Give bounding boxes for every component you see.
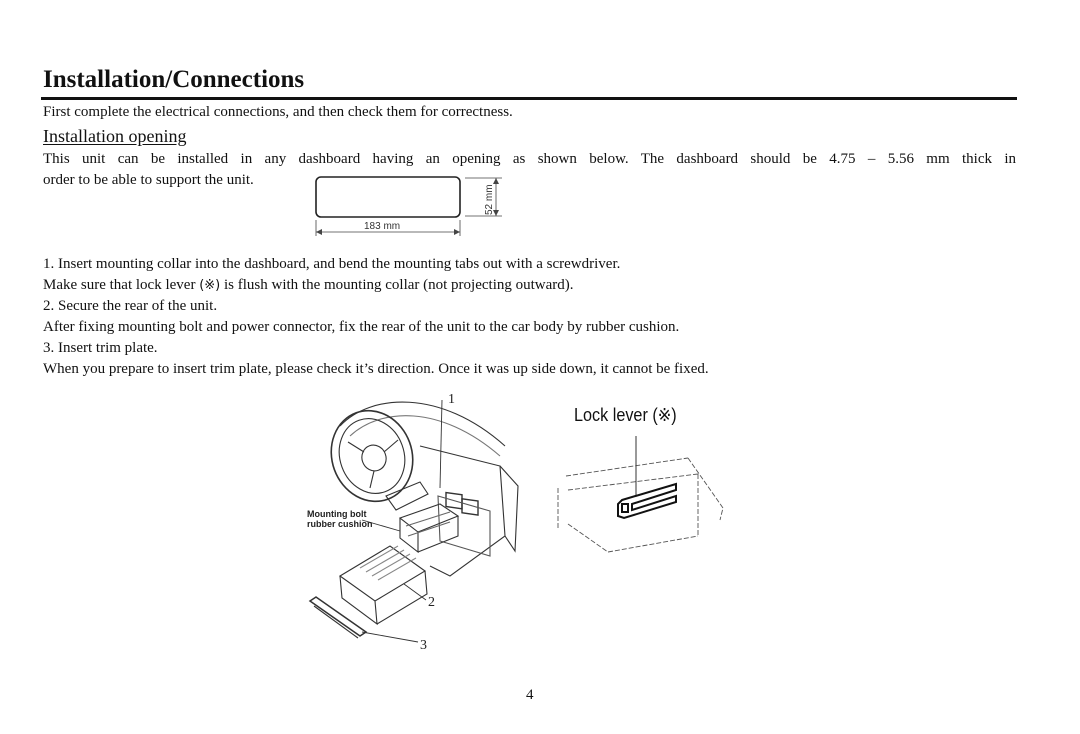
label-rubber-cushion: rubber cushion xyxy=(307,519,373,529)
callout-3: 3 xyxy=(420,638,427,653)
lock-lever-illustration xyxy=(548,428,728,568)
title-rule xyxy=(41,97,1017,100)
page-title: Installation/Connections xyxy=(43,66,305,93)
callout-1: 1 xyxy=(448,392,455,407)
intro-text: First complete the electrical connections, and then check them for correctness. xyxy=(43,104,513,120)
step-2: 2. Secure the rear of the unit. xyxy=(43,298,218,314)
step-2-note: After fixing mounting bolt and power connector, fix the rear of the unit to the car body by rubber cushion. xyxy=(43,319,680,335)
installation-illustration xyxy=(300,386,530,656)
lock-lever-label: Lock lever (※) xyxy=(574,405,677,425)
step-1: 1. Insert mounting collar into the dashboard, and bend the mounting tabs out with a screwdriver. xyxy=(43,256,621,272)
height-label: 52 mm xyxy=(484,184,495,215)
opening-text-line2: order to be able to support the unit. xyxy=(43,172,254,188)
step-3-note: When you prepare to insert trim plate, please check it’s direction. Once it was up side down, it cannot be fixed. xyxy=(43,361,709,377)
opening-dimension-diagram xyxy=(310,172,510,238)
step-3: 3. Insert trim plate. xyxy=(43,340,158,356)
step-1-note: Make sure that lock lever (※) is flush with the mounting collar (not projecting outward). xyxy=(43,277,574,293)
page-number: 4 xyxy=(526,687,534,703)
label-mounting-bolt: Mounting bolt xyxy=(307,509,367,519)
width-label: 183 mm xyxy=(364,221,401,232)
callout-2: 2 xyxy=(428,595,435,610)
opening-text-line1: This unit can be installed in any dashboard having an opening as shown below. The dashboard should be 4.75 – 5.56 mm thick in xyxy=(43,151,1016,167)
opening-rect xyxy=(316,177,460,217)
lock-symbol: (※) xyxy=(199,278,221,293)
section-heading: Installation opening xyxy=(43,126,187,146)
